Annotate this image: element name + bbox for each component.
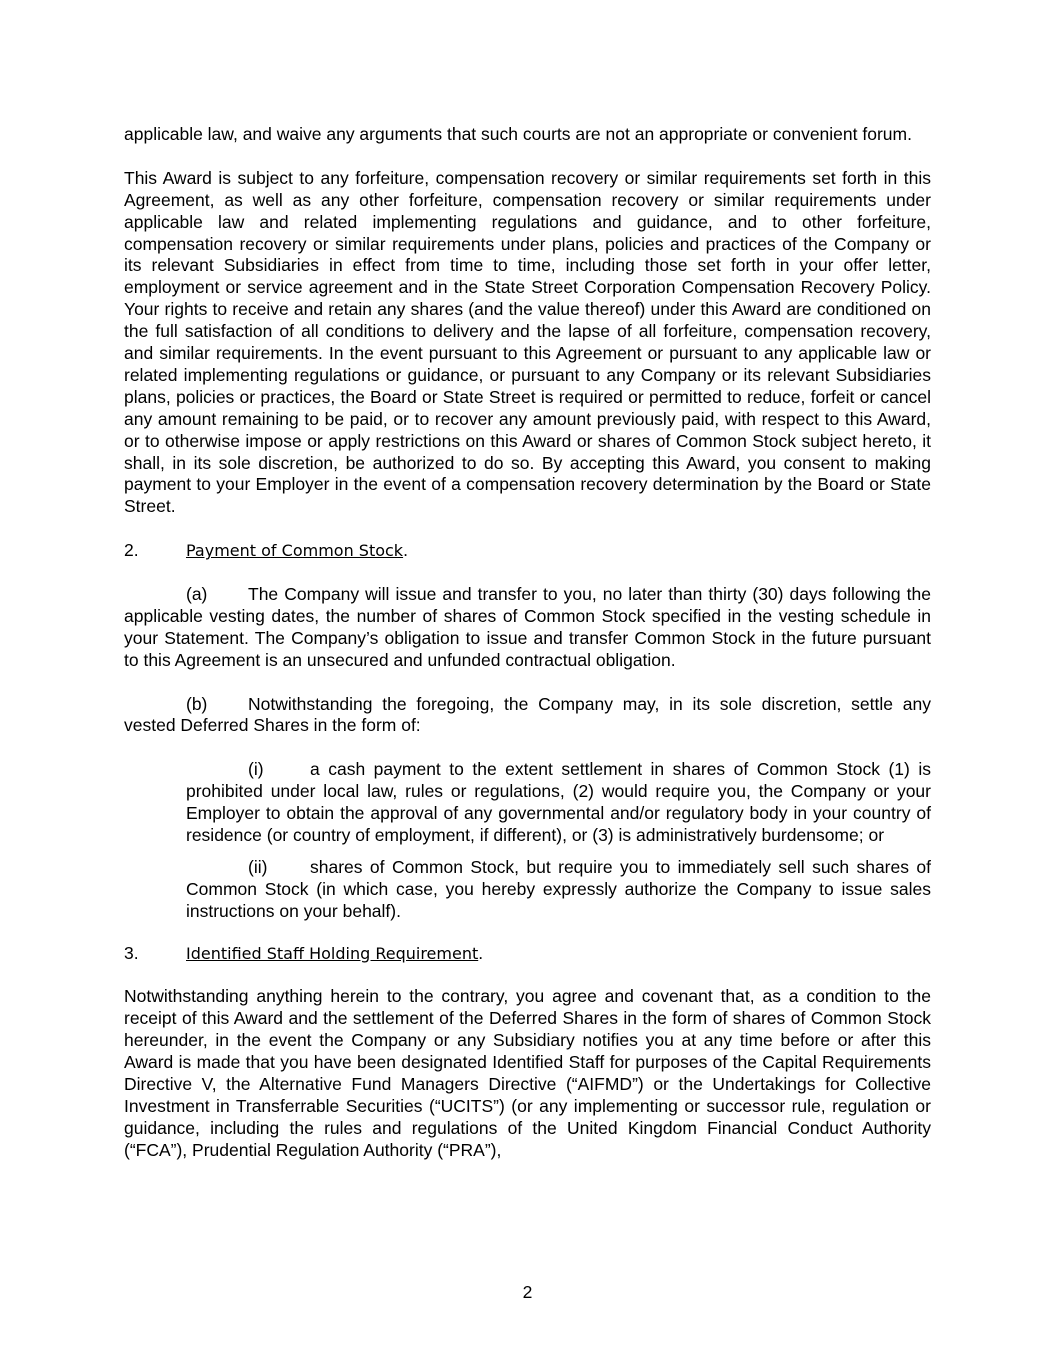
section-3-number: 3. <box>124 942 139 963</box>
document-page <box>124 124 931 1162</box>
section-2b-i-label: (i) <box>248 759 264 780</box>
section-2a-text: The Company will issue and transfer to you, no later than thirty (30) days following the applicable vesting dates, the number of shares of Common Stock specified in the vesting schedule in your Statement. The Company’s obligation to issue and transfer Common Stock in the future pursuant to this Agreement is an unsecured and unfunded contractual obligation. <box>124 583 931 670</box>
section-3-title: Identified Staff Holding Requirement <box>186 943 479 963</box>
section-3-period: . <box>478 942 484 963</box>
award-forfeiture-paragraph: This Award is subject to any forfeiture, compensation recovery or similar requirements set forth in this Agreement, as well as any other forfeiture, compensation recovery or similar requirements under applicable law and related implementing regulations and guidance, and to other forfeiture, compensation recovery or similar requirements under plans, policies and practices of the Company or its relevant Subsidiaries in effect from time to time, including those set forth in your offer letter, employment or service agreement and in the State Street Corporation Compensation Recovery Policy. Your rights to receive and retain any shares (and the value thereof) under this Award are conditioned on the full satisfaction of all conditions to delivery and the lapse of all forfeiture, compensation recovery, and similar requirements. In the event pursuant to this Agreement or pursuant to any applicable law or related implementing regulations or guidance, or pursuant to any Company or its relevant Subsidiaries plans, policies or practices, the Board or State Street is required or permitted to reduce, forfeit or cancel any amount remaining to be paid, or to recover any amount previously paid, with respect to this Award, or to otherwise impose or apply restrictions on this Award or shares of Common Stock subject hereto, it shall, in its sole discretion, be authorized to do so. By accepting this Award, you consent to making payment to your Employer in the event of a compensation recovery determination by the Board or State Street. <box>124 167 931 517</box>
section-3-heading <box>124 943 931 965</box>
section-2-title: Payment of Common Stock <box>186 541 404 561</box>
section-2b-paragraph <box>124 694 931 738</box>
continuation-paragraph: applicable law, and waive any arguments that such courts are not an appropriate or convenient forum. <box>124 124 912 144</box>
section-2b-label: (b) <box>186 693 208 714</box>
section-2b-i-text: a cash payment to the extent settlement in shares of Common Stock (1) is prohibited under local law, rules or regulations, (2) would require you, the Company or your Employer to obtain the approval of any governmental and/or regulatory body in your country of residence (or country of employment, if different), or (3) is administratively burdensome; or <box>186 759 931 845</box>
section-2a-paragraph <box>124 584 931 672</box>
section-2b-i-paragraph <box>186 759 931 847</box>
section-2a-label: (a) <box>186 583 208 604</box>
section-3-paragraph: Notwithstanding anything herein to the contrary, you agree and covenant that, as a condition to the receipt of this Award and the settlement of the Deferred Shares in the form of shares of Common Stock hereunder, in the event the Company or any Subsidiary notifies you at any time before or after this Award is made that you have been designated Identified Staff for purposes of the Capital Requirements Directive V, the Alternative Fund Managers Directive (“AIFMD”) or the Undertakings for Collective Investment in Transferrable Securities (“UCITS”) (or any implementing or successor rule, regulation or guidance, including the rules and regulations of the United Kingdom Financial Conduct Authority (“FCA”), Prudential Regulation Authority (“PRA”), <box>124 986 931 1160</box>
section-2b-ii-label: (ii) <box>248 856 268 877</box>
page-number: 2 <box>522 1282 533 1302</box>
section-2b-text: Notwithstanding the foregoing, the Company may, in its sole discretion, settle any vested Deferred Shares in the form of: <box>124 693 931 736</box>
section-2b-ii-text: shares of Common Stock, but require you to immediately sell such shares of Common Stock (in which case, you hereby expressly authorize the Company to issue sales instructions on your behalf). <box>186 856 931 921</box>
section-2-heading <box>124 540 931 562</box>
section-2b-ii-paragraph <box>186 857 931 923</box>
section-2-number: 2. <box>124 540 139 561</box>
section-2-period: . <box>403 540 408 561</box>
